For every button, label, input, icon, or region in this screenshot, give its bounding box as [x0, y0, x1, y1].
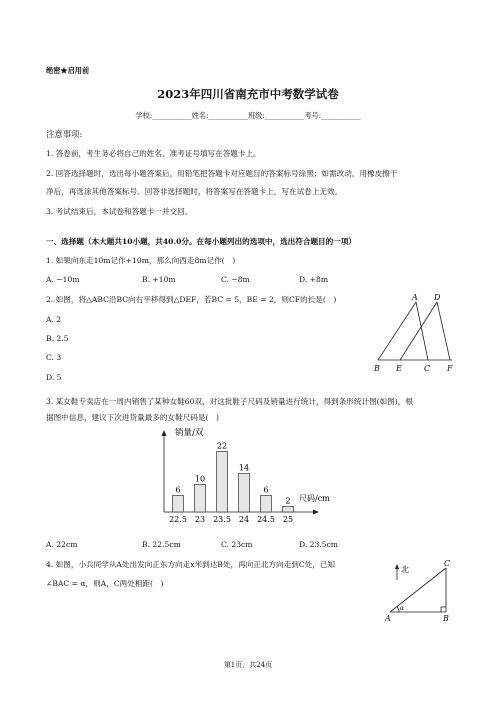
note-item: 净后，再选涂其他答案标号。回答非选择题时，将答案写在答题卡上，写在试卷上无效。 — [46, 187, 343, 196]
q3-option-d: D. 23.5cm — [299, 540, 339, 549]
label-d: D — [434, 293, 441, 302]
q1-option-a: A. −10m — [46, 275, 80, 284]
q2-triangle-figure — [370, 290, 460, 374]
question-3-stem-line1: 3. 某女鞋专卖店在一周内销售了某种女鞋60双，对这批鞋子尺码及销量进行统计，得到条形统计图(如图)，根 — [46, 397, 413, 406]
note-item: 2. 回答选择题时，选出每小题答案后，用铅笔把答题卡对应题目的答案标号涂黑；如需改动，用橡皮擦干 — [46, 169, 398, 178]
angle-arc — [397, 607, 399, 613]
label-c: C — [424, 364, 431, 373]
section-heading: 一、选择题（本大题共10小题，共40.0分。在每小题列出的选项中，选出符合题目的一项） — [46, 237, 357, 246]
north-arrow-icon — [395, 564, 399, 569]
q2-option-d: D. 5 — [46, 373, 62, 382]
notes-heading: 注意事项: — [46, 129, 83, 139]
label-b: B — [374, 364, 380, 373]
segment-ed — [400, 302, 437, 360]
label-a: A — [412, 293, 418, 302]
data-label: 14 — [238, 463, 250, 473]
data-label: 10 — [194, 474, 206, 484]
q2-option-a: A. 2 — [46, 315, 62, 324]
q3-option-c: C. 23cm — [221, 540, 253, 549]
q4-triangle-figure — [380, 556, 460, 622]
q2-option-b: B. 2.5 — [46, 334, 69, 343]
shoe-size-bar-chart — [150, 420, 380, 530]
question-1-stem: 1. 如果向东走10m记作+10m，那么向西走8m记作( ) — [46, 256, 236, 265]
student-info-line: 学校:___________姓名:___________班级:___________考号:___________ — [135, 111, 361, 120]
question-3-stem-line2: 据图中信息，建议下次进货量最多的女鞋尺码是( ) — [46, 413, 219, 422]
x-tick-label: 23 — [194, 515, 206, 524]
label-alpha: α — [400, 605, 405, 612]
north-label: 北 — [401, 565, 409, 574]
data-label: 2 — [285, 496, 291, 506]
label-a: A — [385, 614, 391, 622]
secret-mark: 绝密★启用前 — [46, 66, 90, 75]
bar — [217, 452, 228, 513]
x-tick-label: 24.5 — [257, 515, 275, 524]
q3-option-b: B. 22.5cm — [142, 540, 181, 549]
x-tick-label: 23.5 — [213, 515, 231, 524]
y-axis-label: 销量/双 — [175, 428, 204, 438]
data-label: 6 — [263, 485, 269, 495]
x-tick-label: 24 — [238, 515, 250, 524]
data-label: 22 — [216, 441, 228, 451]
segment-ac — [390, 568, 446, 612]
label-c: C — [444, 559, 451, 568]
data-label: 6 — [175, 485, 181, 495]
x-axis-label: 尺码/cm — [299, 494, 330, 503]
right-angle-mark — [441, 607, 446, 612]
q2-option-c: C. 3 — [46, 353, 62, 362]
label-f: F — [447, 364, 453, 373]
segment-ac — [416, 302, 428, 360]
q1-option-d: D. +8m — [299, 275, 329, 284]
bar — [283, 507, 294, 513]
segment-ab — [378, 302, 416, 360]
note-item: 3. 考试结束后，本试卷和答题卡一并交回。 — [46, 207, 193, 216]
x-tick-label: 22.5 — [169, 515, 187, 524]
x-tick-label: 25 — [282, 515, 294, 524]
question-2-stem: 2. 如图，将△ABC沿BC向右平移得到△DEF，若BC = 5，BE = 2，则CF的长是( ) — [46, 295, 337, 304]
page-title: 2023年四川省南充市中考数学试卷 — [157, 87, 339, 101]
label-b: B — [443, 614, 449, 622]
x-axis-arrow — [313, 510, 319, 515]
bar — [261, 496, 272, 513]
note-item: 1. 答卷前，考生务必将自己的姓名、准考证号填写在答题卡上。 — [46, 149, 261, 158]
bar — [195, 485, 206, 513]
label-e: E — [396, 364, 402, 373]
q1-option-c: C. −8m — [221, 275, 250, 284]
question-4-stem-line2: ∠BAC = α，则A，C两处相距( ) — [46, 579, 164, 588]
q1-option-b: B. +10m — [142, 275, 176, 284]
bar — [239, 474, 250, 513]
segment-df — [437, 302, 450, 360]
question-4-stem-line1: 4. 如图，小兵同学从A处出发向正东方向走x米到达B处，再向正北方向走到C处，已知 — [46, 560, 335, 569]
q3-option-a: A. 22cm — [46, 540, 78, 549]
y-axis-arrow — [162, 430, 167, 436]
page-footer: 第1页，共24页 — [223, 661, 273, 669]
bar — [173, 496, 184, 513]
